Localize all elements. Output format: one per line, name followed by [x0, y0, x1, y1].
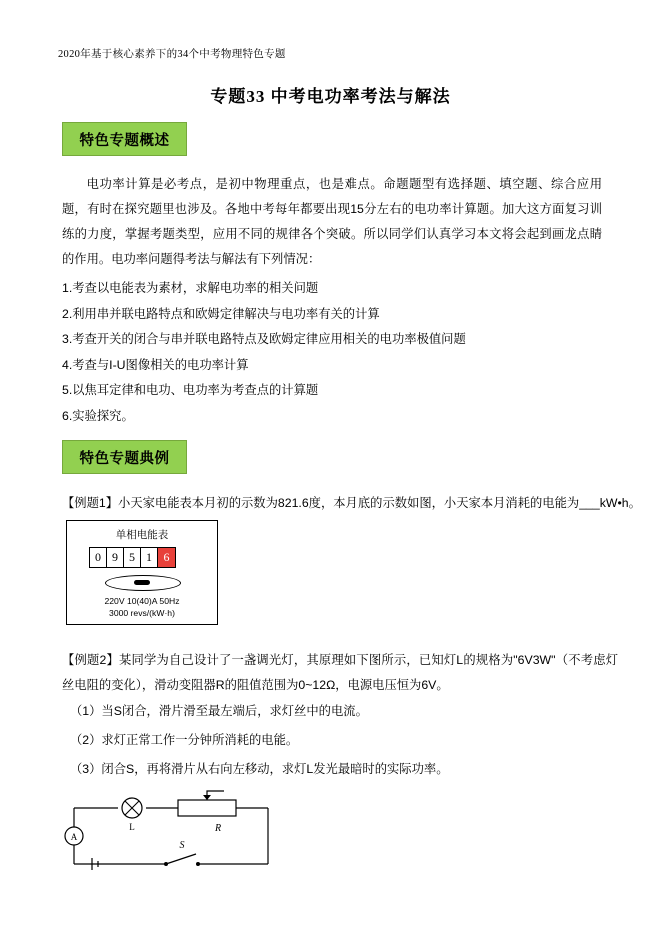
page-title: 专题33 中考电功率考法与解法	[210, 87, 451, 106]
example-2-question-1: （1）当S闭合，滑片滑至最左端后，求灯丝中的电流。	[70, 704, 368, 718]
rheostat-label: R	[214, 823, 222, 834]
overview-item-list	[62, 276, 622, 429]
section-banner-examples-label: 特色专题典例	[79, 450, 170, 467]
list-item: 3.考查开关的闭合与串并联电路特点及欧姆定律应用相关的电功率极值问题	[62, 332, 466, 346]
overview-paragraph: 电功率计算是必考点，是初中物理重点，也是难点。命题题型有选择题、填空题、综合应用题，有时在探究题里也涉及。各地中考每年都要出现15分左右的电功率计算题。加大这方面复习训练的力度，掌握考题类型，应用不同的规律各个突破。所以同学们认真学习本文将会起到画龙点睛的作用。电功率问题得考法与解法有下列情况：	[62, 177, 602, 266]
electric-meter-figure	[66, 520, 218, 625]
example-2-question-3: （3）闭合S，再将滑片从右向左移动，求灯L发光最暗时的实际功率。	[70, 762, 449, 776]
circuit-diagram-figure	[58, 786, 328, 886]
meter-digit: 0	[90, 548, 107, 567]
meter-spec-line-2: 3000 revs/(kW·h)	[109, 608, 175, 618]
list-item: 6.实验探究。	[62, 408, 134, 423]
list-item: 1.考查以电能表为素材，求解电功率的相关问题	[62, 281, 319, 295]
switch-label: S	[179, 840, 185, 851]
meter-digit: 1	[141, 548, 158, 567]
rheostat-symbol	[178, 800, 236, 816]
switch-node-right	[196, 862, 200, 866]
section-banner-overview-label: 特色专题概述	[79, 132, 170, 149]
list-item: 2.利用串并联电路特点和欧姆定律解决与电功率有关的计算	[62, 306, 380, 321]
meter-digit-decimal: 6	[158, 548, 175, 567]
rheostat-slider-arrow	[203, 795, 211, 800]
section-banner-overview	[62, 122, 187, 156]
section-banner-examples	[62, 440, 187, 474]
example-1-text: 【例题1】小天家电能表本月初的示数为821.6度，本月底的示数如图，小天家本月消耗的电能为___kW•h。	[62, 496, 641, 510]
switch-symbol	[166, 854, 196, 864]
meter-spec-line-1: 220V 10(40)A 50Hz	[104, 596, 180, 606]
running-head: 2020年基于核心素养下的34个中考物理特色专题	[58, 49, 286, 60]
meter-digit-display	[89, 547, 176, 568]
example-2-text: 【例题2】某同学为自己设计了一盏调光灯，其原理如下图所示，已知灯L的规格为"6V3W"（不考虑灯丝电阻的变化），滑动变阻器R的阻值范围为0~12Ω，电源电压恒为6V。	[62, 653, 618, 692]
meter-specs	[67, 595, 217, 619]
meter-digit: 9	[107, 548, 124, 567]
meter-dial-icon	[105, 575, 181, 591]
list-item: 5.以焦耳定律和电功、电功率为考查点的计算题	[62, 383, 319, 397]
meter-title: 单相电能表	[115, 529, 169, 541]
lamp-label: L	[129, 822, 135, 832]
circuit-diagram-svg	[58, 786, 328, 886]
meter-digit: 5	[124, 548, 141, 567]
example-2-question-2: （2）求灯正常工作一分钟所消耗的电能。	[70, 733, 299, 747]
list-item: 4.考查与I-U图像相关的电功率计算	[62, 357, 249, 372]
ammeter-label: A	[70, 832, 78, 842]
